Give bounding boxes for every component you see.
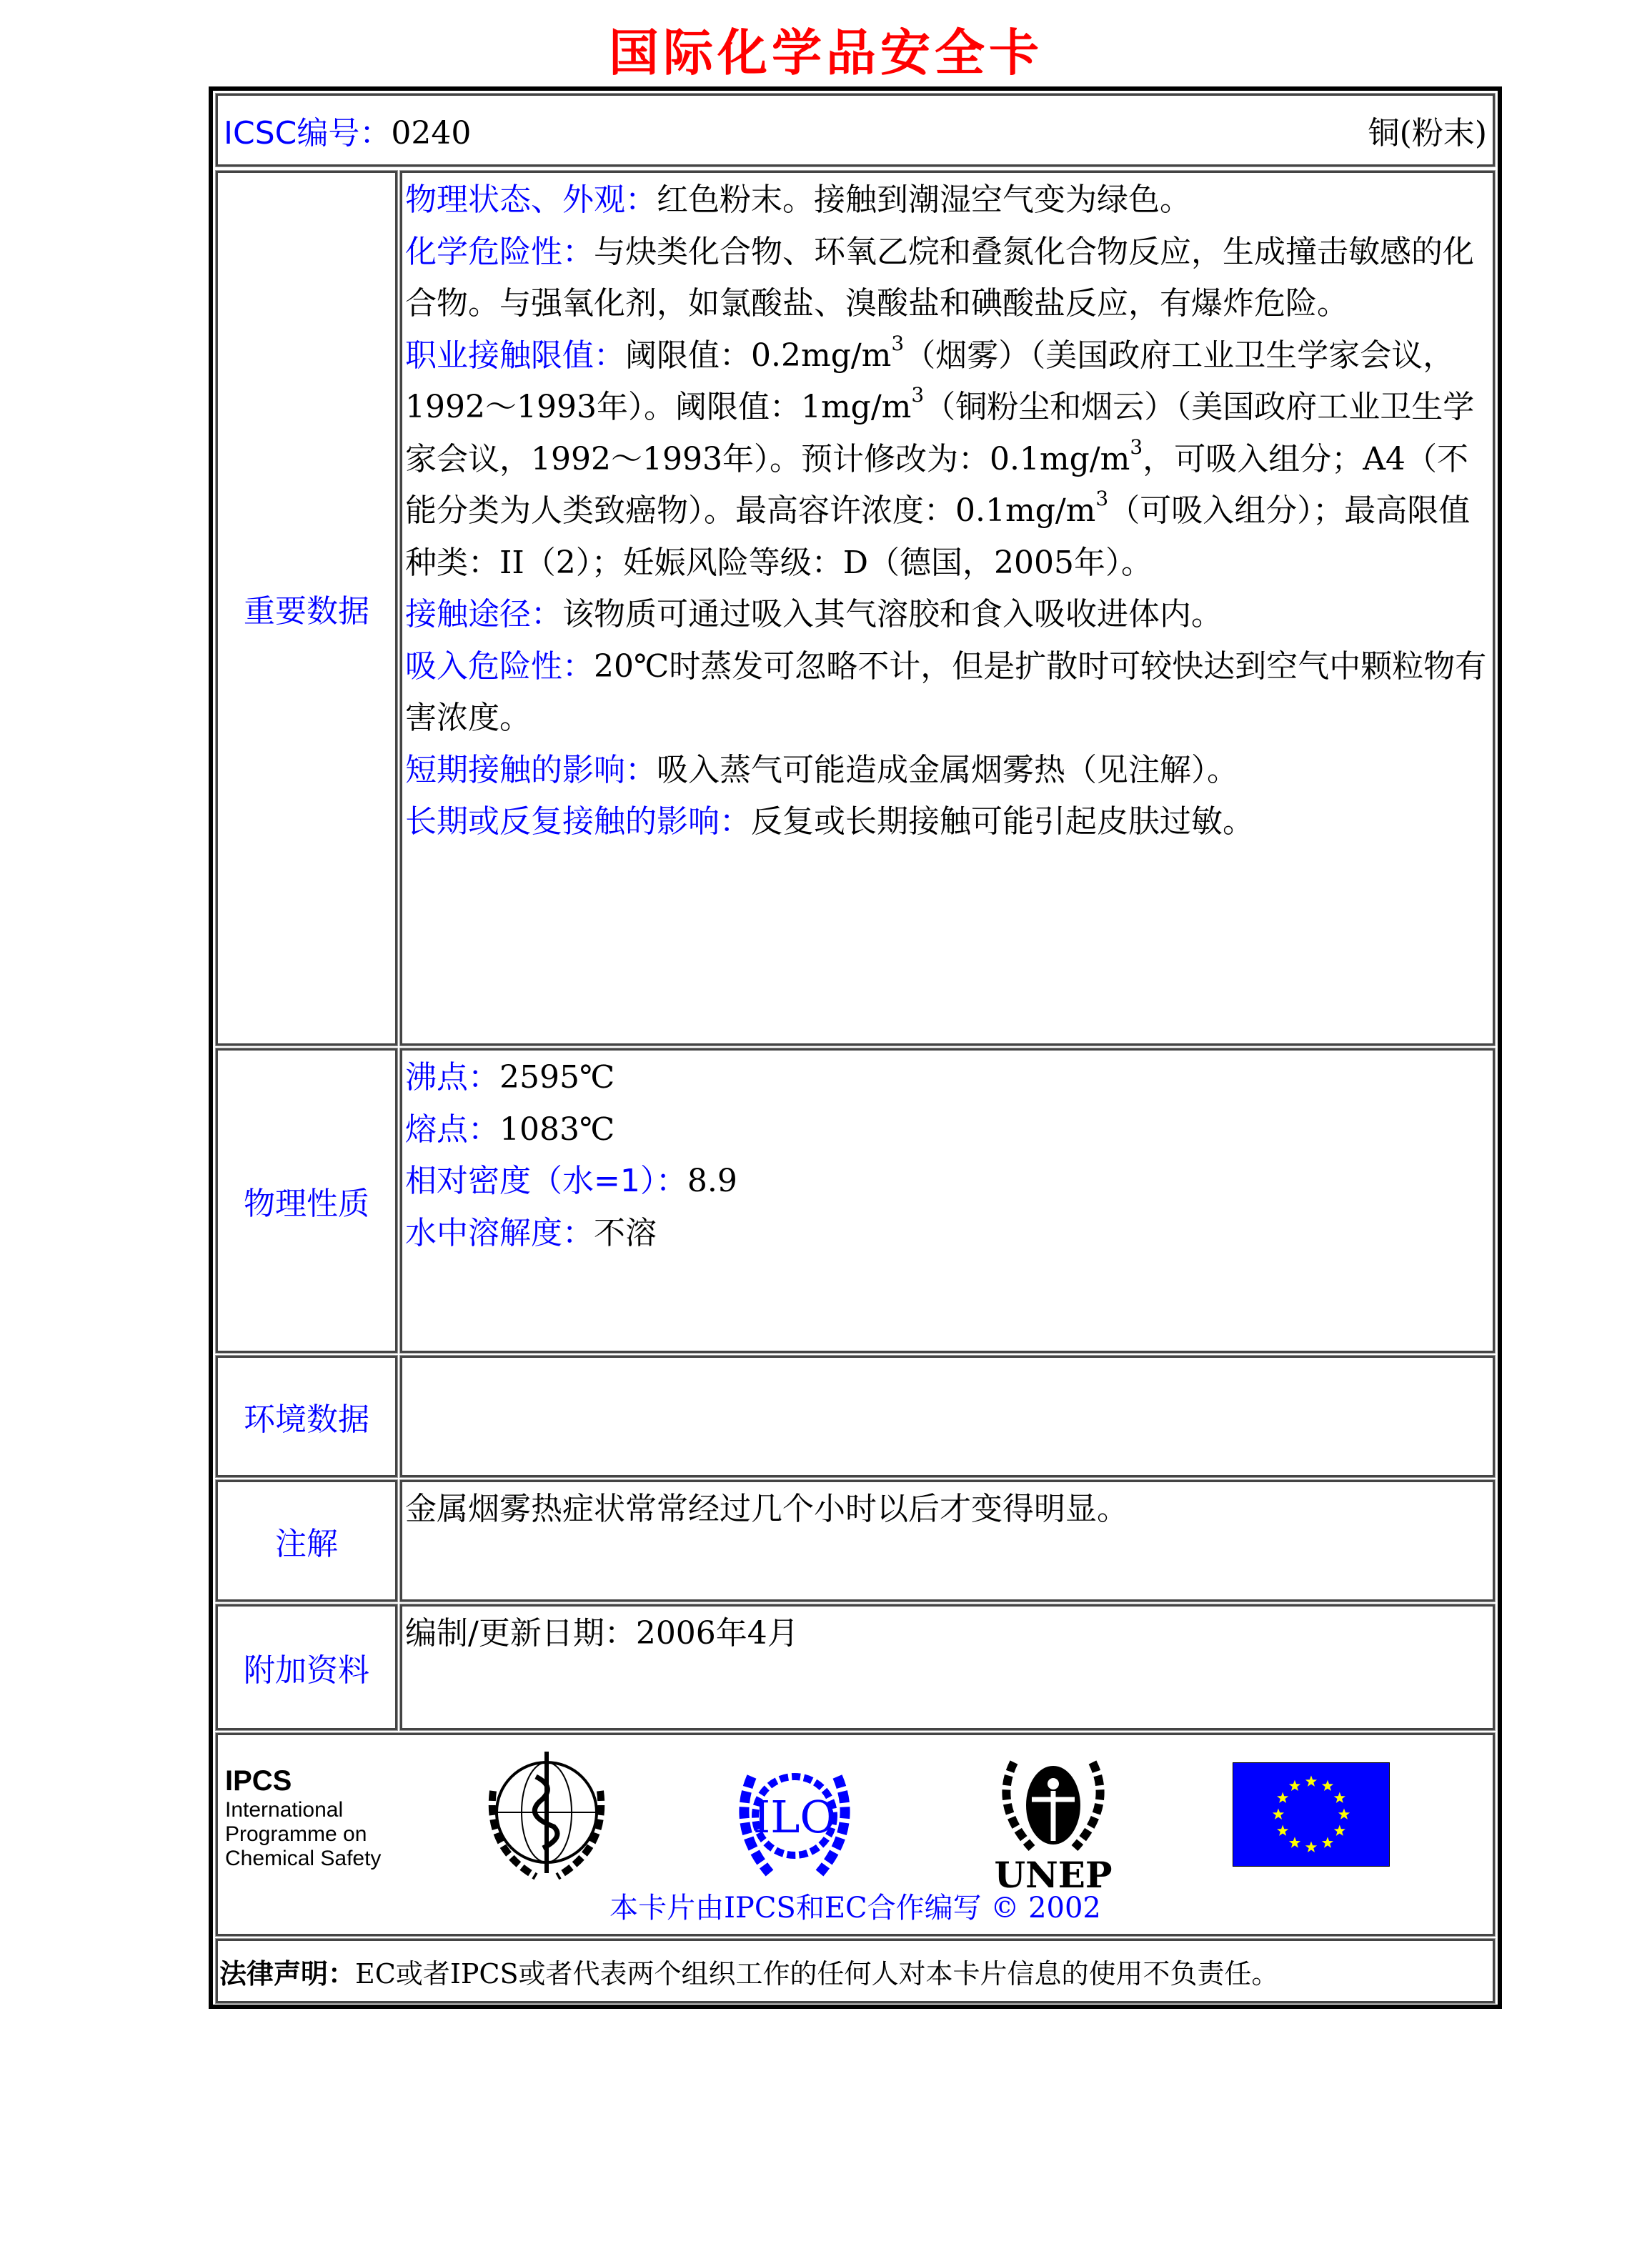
superscript: 3	[1095, 487, 1109, 510]
field-label: 短期接触的影响：	[405, 751, 657, 788]
field-value: 1083℃	[499, 1111, 615, 1148]
field-label: 吸入危险性：	[405, 647, 594, 685]
field-value: 20℃时蒸发可忽略不计，但是扩散时可较快达到空气中颗粒物有害浓度。	[405, 647, 1487, 736]
eu-flag-logo	[1233, 1762, 1390, 1867]
paragraph	[405, 796, 1490, 848]
unep-logo-text: UNEP	[994, 1854, 1113, 1891]
paragraph	[405, 589, 1490, 641]
field-value: 8.9	[687, 1163, 737, 1199]
label-physical: 物理性质	[216, 1048, 397, 1353]
credit-line: 本卡片由IPCS和EC合作编写 © 2002	[609, 1892, 1101, 1925]
legal-notice	[216, 1939, 1495, 2003]
substance-name: 铜(粉末)	[1368, 115, 1487, 152]
field-value: 反复或长期接触可能引起皮肤过敏。	[751, 803, 1254, 840]
superscript: 3	[891, 331, 905, 355]
field-value: 不溶	[594, 1214, 657, 1251]
paragraph	[405, 745, 1490, 797]
ipcs-line: Chemical Safety	[225, 1847, 382, 1870]
field-label: 化学危险性：	[405, 233, 594, 270]
paragraph	[405, 1608, 1490, 1660]
field-value: 2595℃	[499, 1059, 615, 1096]
field-label: 长期或反复接触的影响：	[405, 803, 751, 840]
paragraph	[405, 1104, 1490, 1156]
ilo-logo-text: ILO	[752, 1791, 837, 1843]
paragraph	[405, 641, 1490, 745]
field-value: 红色粉末。接触到潮湿空气变为绿色。	[657, 182, 1191, 218]
superscript: 3	[911, 383, 925, 407]
who-logo	[479, 1748, 614, 1884]
content-environment	[400, 1356, 1495, 1477]
field-value: （可吸入组分）；最高限值种类：II（2）；妊娠风险等级：D（德国，2005年）。	[405, 492, 1471, 581]
paragraph	[405, 1052, 1490, 1104]
paragraph	[405, 1156, 1490, 1208]
field-label: 水中溶解度：	[405, 1214, 594, 1251]
superscript: 3	[1130, 435, 1143, 459]
safety-card	[209, 86, 1502, 2009]
label-environment: 环境数据	[216, 1356, 397, 1477]
ipcs-line: Programme on	[225, 1822, 367, 1846]
field-value: 吸入蒸气可能造成金属烟雾热（见注解）。	[657, 751, 1238, 788]
label-notes: 注解	[216, 1480, 397, 1602]
unep-logo	[992, 1748, 1114, 1891]
card-header	[216, 94, 1495, 167]
field-value: （铜粉尘和烟云）（美国政府工业卫生学家会议，1992～1993年）。预计修改为：0.1mg/m	[405, 389, 1475, 477]
field-label: 接触途径：	[405, 596, 562, 632]
content-important	[400, 171, 1495, 1046]
label-additional: 附加资料	[216, 1604, 397, 1730]
ipcs-title: IPCS	[225, 1765, 292, 1797]
legal-text: EC或者IPCS或者代表两个组织工作的任何人对本卡片信息的使用不负责任。	[355, 1957, 1279, 1990]
paragraph	[405, 227, 1490, 330]
field-label: 沸点：	[405, 1059, 499, 1096]
field-value: 该物质可通过吸入其气溶胶和食入吸收进体内。	[562, 596, 1223, 632]
ipcs-block	[225, 1764, 381, 1871]
paragraph	[405, 1208, 1490, 1260]
icsc-id	[224, 107, 471, 153]
paragraph	[405, 1484, 1490, 1536]
content-notes	[400, 1480, 1495, 1602]
field-value: （烟雾）（美国政府工业卫生学家会议，1992～1993年）。阈限值：1mg/m	[405, 337, 1455, 425]
legal-label: 法律声明：	[219, 1957, 356, 1990]
ilo-logo	[727, 1748, 862, 1884]
content-additional	[400, 1604, 1495, 1730]
icsc-label: ICSC编号：	[224, 115, 392, 152]
paragraph	[405, 174, 1490, 227]
footer-logos	[216, 1733, 1495, 1936]
field-value: 金属烟雾热症状常常经过几个小时以后才变得明显。	[405, 1491, 1128, 1527]
page-title: 国际化学品安全卡	[609, 24, 1043, 82]
field-value: 阈限值：0.2mg/m	[625, 337, 892, 374]
field-value: 与炔类化合物、环氧乙烷和叠氮化合物反应，生成撞击敏感的化合物。与强氧化剂，如氯酸盐、溴酸盐和碘酸盐反应，有爆炸危险。	[405, 233, 1474, 322]
content-physical	[400, 1048, 1495, 1353]
field-label: 物理状态、外观：	[405, 182, 657, 218]
field-label: 熔点：	[405, 1111, 499, 1148]
label-important: 重要数据	[216, 171, 397, 1046]
icsc-number: 0240	[391, 115, 472, 152]
field-label: 职业接触限值：	[405, 337, 625, 374]
paragraph	[405, 330, 1490, 590]
ipcs-line: International	[225, 1798, 344, 1822]
field-value: ，可吸入组分；A4（不能分类为人类致癌物）。最高容许浓度：0.1mg/m	[405, 440, 1468, 529]
field-label: 相对密度（水=1）：	[405, 1163, 687, 1199]
field-value: 编制/更新日期：2006年4月	[405, 1615, 799, 1652]
